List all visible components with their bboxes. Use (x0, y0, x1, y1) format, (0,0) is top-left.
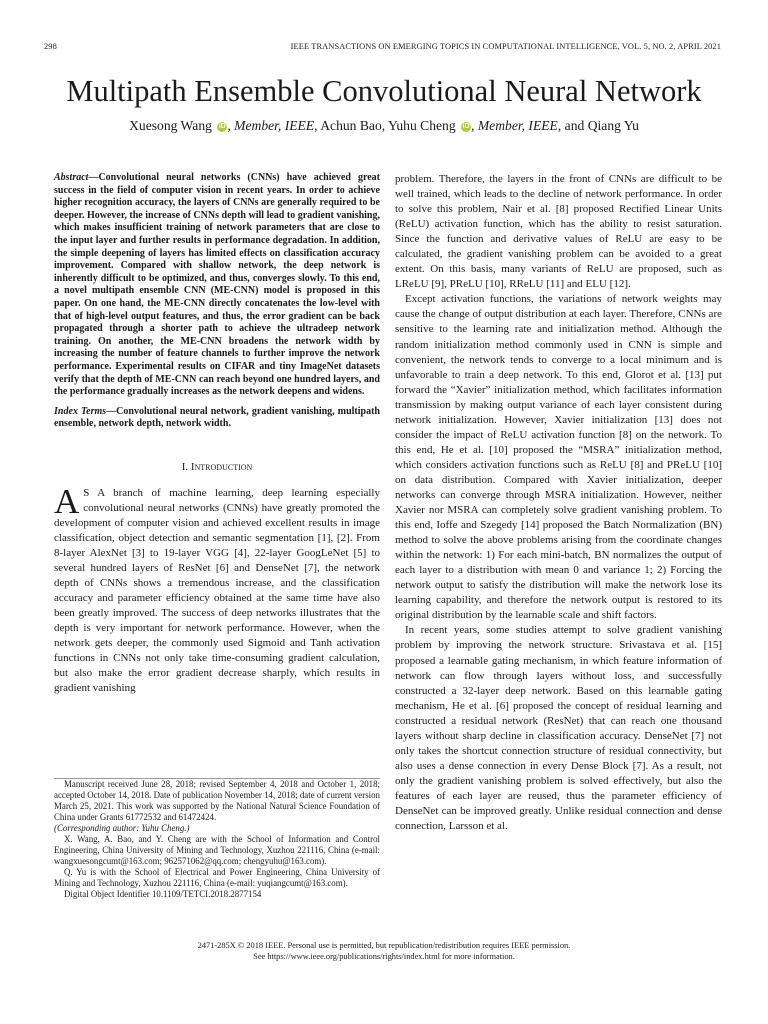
index-terms-text: —Convolutional neural network, gradient vanishing, multipath ensemble, network depth, network width. (54, 405, 380, 430)
author-membership: , Member, IEEE (227, 118, 315, 133)
footnote-affiliation-2: Q. Yu is with the School of Electrical and Power Engineering, China University of Mining and Technology, Xuzhou 221116, China (e-mail: yuqiangcumt@163.com). (54, 866, 380, 888)
footnote-affiliation-1: X. Wang, A. Bao, and Y. Cheng are with the School of Information and Control Engineering, China University of Mining and Technology, Xuzhou 221116, China (e-mail: wangxuesongcumt@163.com; 962571062@qq.com; chengyuhu@163.com). (54, 833, 380, 866)
footnote-manuscript-text: Manuscript received June 28, 2018; revised September 4, 2018 and October 1, 2018; accepted October 14, 2018. Date of publication November 14, 2018; date of current version March 25, 2021. This work was supported by the National Natural Science Foundation of China under Grants 61772532 and 61472424. (54, 779, 380, 822)
copyright-notice (0, 940, 768, 962)
section-number: I. (181, 460, 189, 473)
paragraph: problem. Therefore, the layers in the front of CNNs are difficult to be well trained, which leads to the decline of network performance. In order to solve this problem, Nair et al. [8] proposed Rectified Linear Units (ReLU) activation function, which has the ability to resist saturation. Since the function and derivative values of ReLU are easy to be calculated, the gradient vanishing problem can be avoided to a great extent. On this basis, many variants of ReLU are proposed, such as LReLU [9], PReLU [10], RReLU [11] and ELU [12]. (395, 173, 722, 291)
abstract-text: —Convolutional neural networks (CNNs) have achieved great success in the field of computer vision in recent years. In order to achieve higher recognition accuracy, the layers of CNNs are generally required to be deeper. However, the increase of CNNs depth will lead to gradient vanishing, which makes insufficient training of network parameters that are close to the input layer and further results in performance degradation. In addition, the simple deepening of layers has limited effects on classification accuracy improvement. Compared with shallow network, the deep network is inherently difficult to be optimized, and thus, converges slowly. To this end, a novel multipath ensemble CNN (ME-CNN) model is proposed in this paper. On one hand, the ME-CNN directly concatenates the low-level with that of high-level output features, and thus, the error gradient can be back propagated through a shorter path to achieve the ultradeep network training. On another, the ME-CNN broadens the network width by increasing the number of feature channels to further improve the network performance. Experimental results on CIFAR and tiny ImageNet datasets verify that the depth of ME-CNN can reach beyond one hundred layers, and the performance gradually increases as the network deepens and widens. (54, 172, 380, 398)
author-name: Xuesong Wang (129, 118, 212, 133)
right-column (395, 172, 722, 834)
author-names: , Achun Bao, Yuhu Cheng (314, 118, 456, 133)
paragraph: In recent years, some studies attempt to solve gradient vanishing problem by improving the network structure. Srivastava et al. [15] proposed a learnable gating mechanism, in which feature information of network can flow through layers without loss, and successfully constructed a 32-layer deep network. Based on this learnable gating mechanism, He et al. [6] proposed the concept of residual learning and constructed a residual network (ResNet) that can reach one thousand layers without sharp decline in classification accuracy. DenseNet [7] not only takes the shortcut connection structure of residual connectivity, but also uses a dense connection in every Dense Block [7]. As a result, not only the gradient vanishing problem is solved effectively, but also the features of each layer are reused, thus the parameter efficiency of DenseNet can be improved greatly. Unlike residual connection and dense connection, Larsson et al. (395, 624, 722, 833)
left-column (54, 172, 380, 697)
paragraph: Except activation functions, the variations of network weights may cause the change of output distribution at each layer. Therefore, CNNs are sensitive to the learning rate and initialization method. Although the random initialization method commonly used in CNN is simple and convenient, the network tends to converge to a local minimum and is unfavorable to train a deep network. To this end, Glorot et al. [13] put forward the “Xavier” initialization method, which facilitates information transmission by making output variance of each layer consistent during network initialization. However, Xavier initialization [13] does not consider the impact of ReLU activation function [8] on the network. To this end, He et al. [10] proposed the “MSRA” initialization method, which considers activation functions such as ReLU [8] and PReLU [10] on data distribution. Compared with Xavier initialization, deeper networks can converge through MSRA initialization. However, neither Xavier nor MSRA can completely solve gradient vanishing problem. To this end, Ioffe and Szegedy [14] proposed the Batch Normalization (BN) method to solve the above problems arising from the coordinate changes within the network: 1) For each mini-batch, BN normalizes the output of each layer to a distribution with mean 0 and variance 1; 2) Forcing the network output to satisfy the distribution will make the network lose its learning capability, and therefore the network output is restored to its original distribution by the learnable scale and shift factors. (395, 293, 722, 622)
copyright-line: 2471-285X © 2018 IEEE. Personal use is permitted, but republication/redistribution requires IEEE permission. (197, 941, 571, 950)
page-number: 298 (44, 42, 57, 51)
orcid-icon[interactable]: iD (462, 123, 470, 130)
intro-text: S A branch of machine learning, deep learning especially convolutional neural networks (CNNs) have greatly promoted the development of computer vision and achieved excellent results in image classification, object detection and semantic segmentation [1], [2]. From 8-layer AlexNet [3] to 19-layer VGG [4], 22-layer GoogLeNet [5] to several hundred layers of ResNet [6] and DenseNet [7], the network depth of CNNs shows a tremendous increase, and the classification accuracy and parameter efficiency obtained at the same time have also been greatly improved. The success of deep networks illustrates that the depth is very important for network performance. However, when the network gets deeper, the commonly used Sigmoid and Tanh activation functions in CNNs not only take time-consuming gradient calculation, but also make the error gradient decrease sharply, which results in gradient vanishing (54, 486, 380, 695)
rights-link[interactable]: See https://www.ieee.org/publications/rights/index.html for more information. (253, 952, 515, 961)
section-heading (54, 461, 380, 473)
author-line (0, 118, 768, 134)
section-title: Introduction (190, 460, 253, 473)
drop-cap: A (54, 481, 80, 521)
abstract-label: Abstract (54, 172, 89, 183)
abstract (54, 172, 380, 399)
index-terms-label: Index Terms (54, 405, 107, 417)
footnote-manuscript (54, 779, 380, 834)
corresponding-author: (Corresponding author: Yuhu Cheng.) (54, 822, 190, 833)
author-membership: , Member, IEEE (471, 118, 558, 133)
footnote-doi[interactable]: Digital Object Identifier 10.1109/TETCI.2018.2877154 (64, 888, 262, 899)
orcid-icon[interactable]: iD (218, 123, 226, 130)
author-names: , and Qiang Yu (557, 118, 639, 133)
paper-title: Multipath Ensemble Convolutional Neural Network (66, 74, 702, 108)
footnote (54, 778, 380, 899)
index-terms (54, 406, 380, 431)
intro-paragraph (54, 481, 380, 697)
journal-header: IEEE TRANSACTIONS ON EMERGING TOPICS IN COMPUTATIONAL INTELLIGENCE, VOL. 5, NO. 2, APRIL 2021 (290, 42, 721, 51)
